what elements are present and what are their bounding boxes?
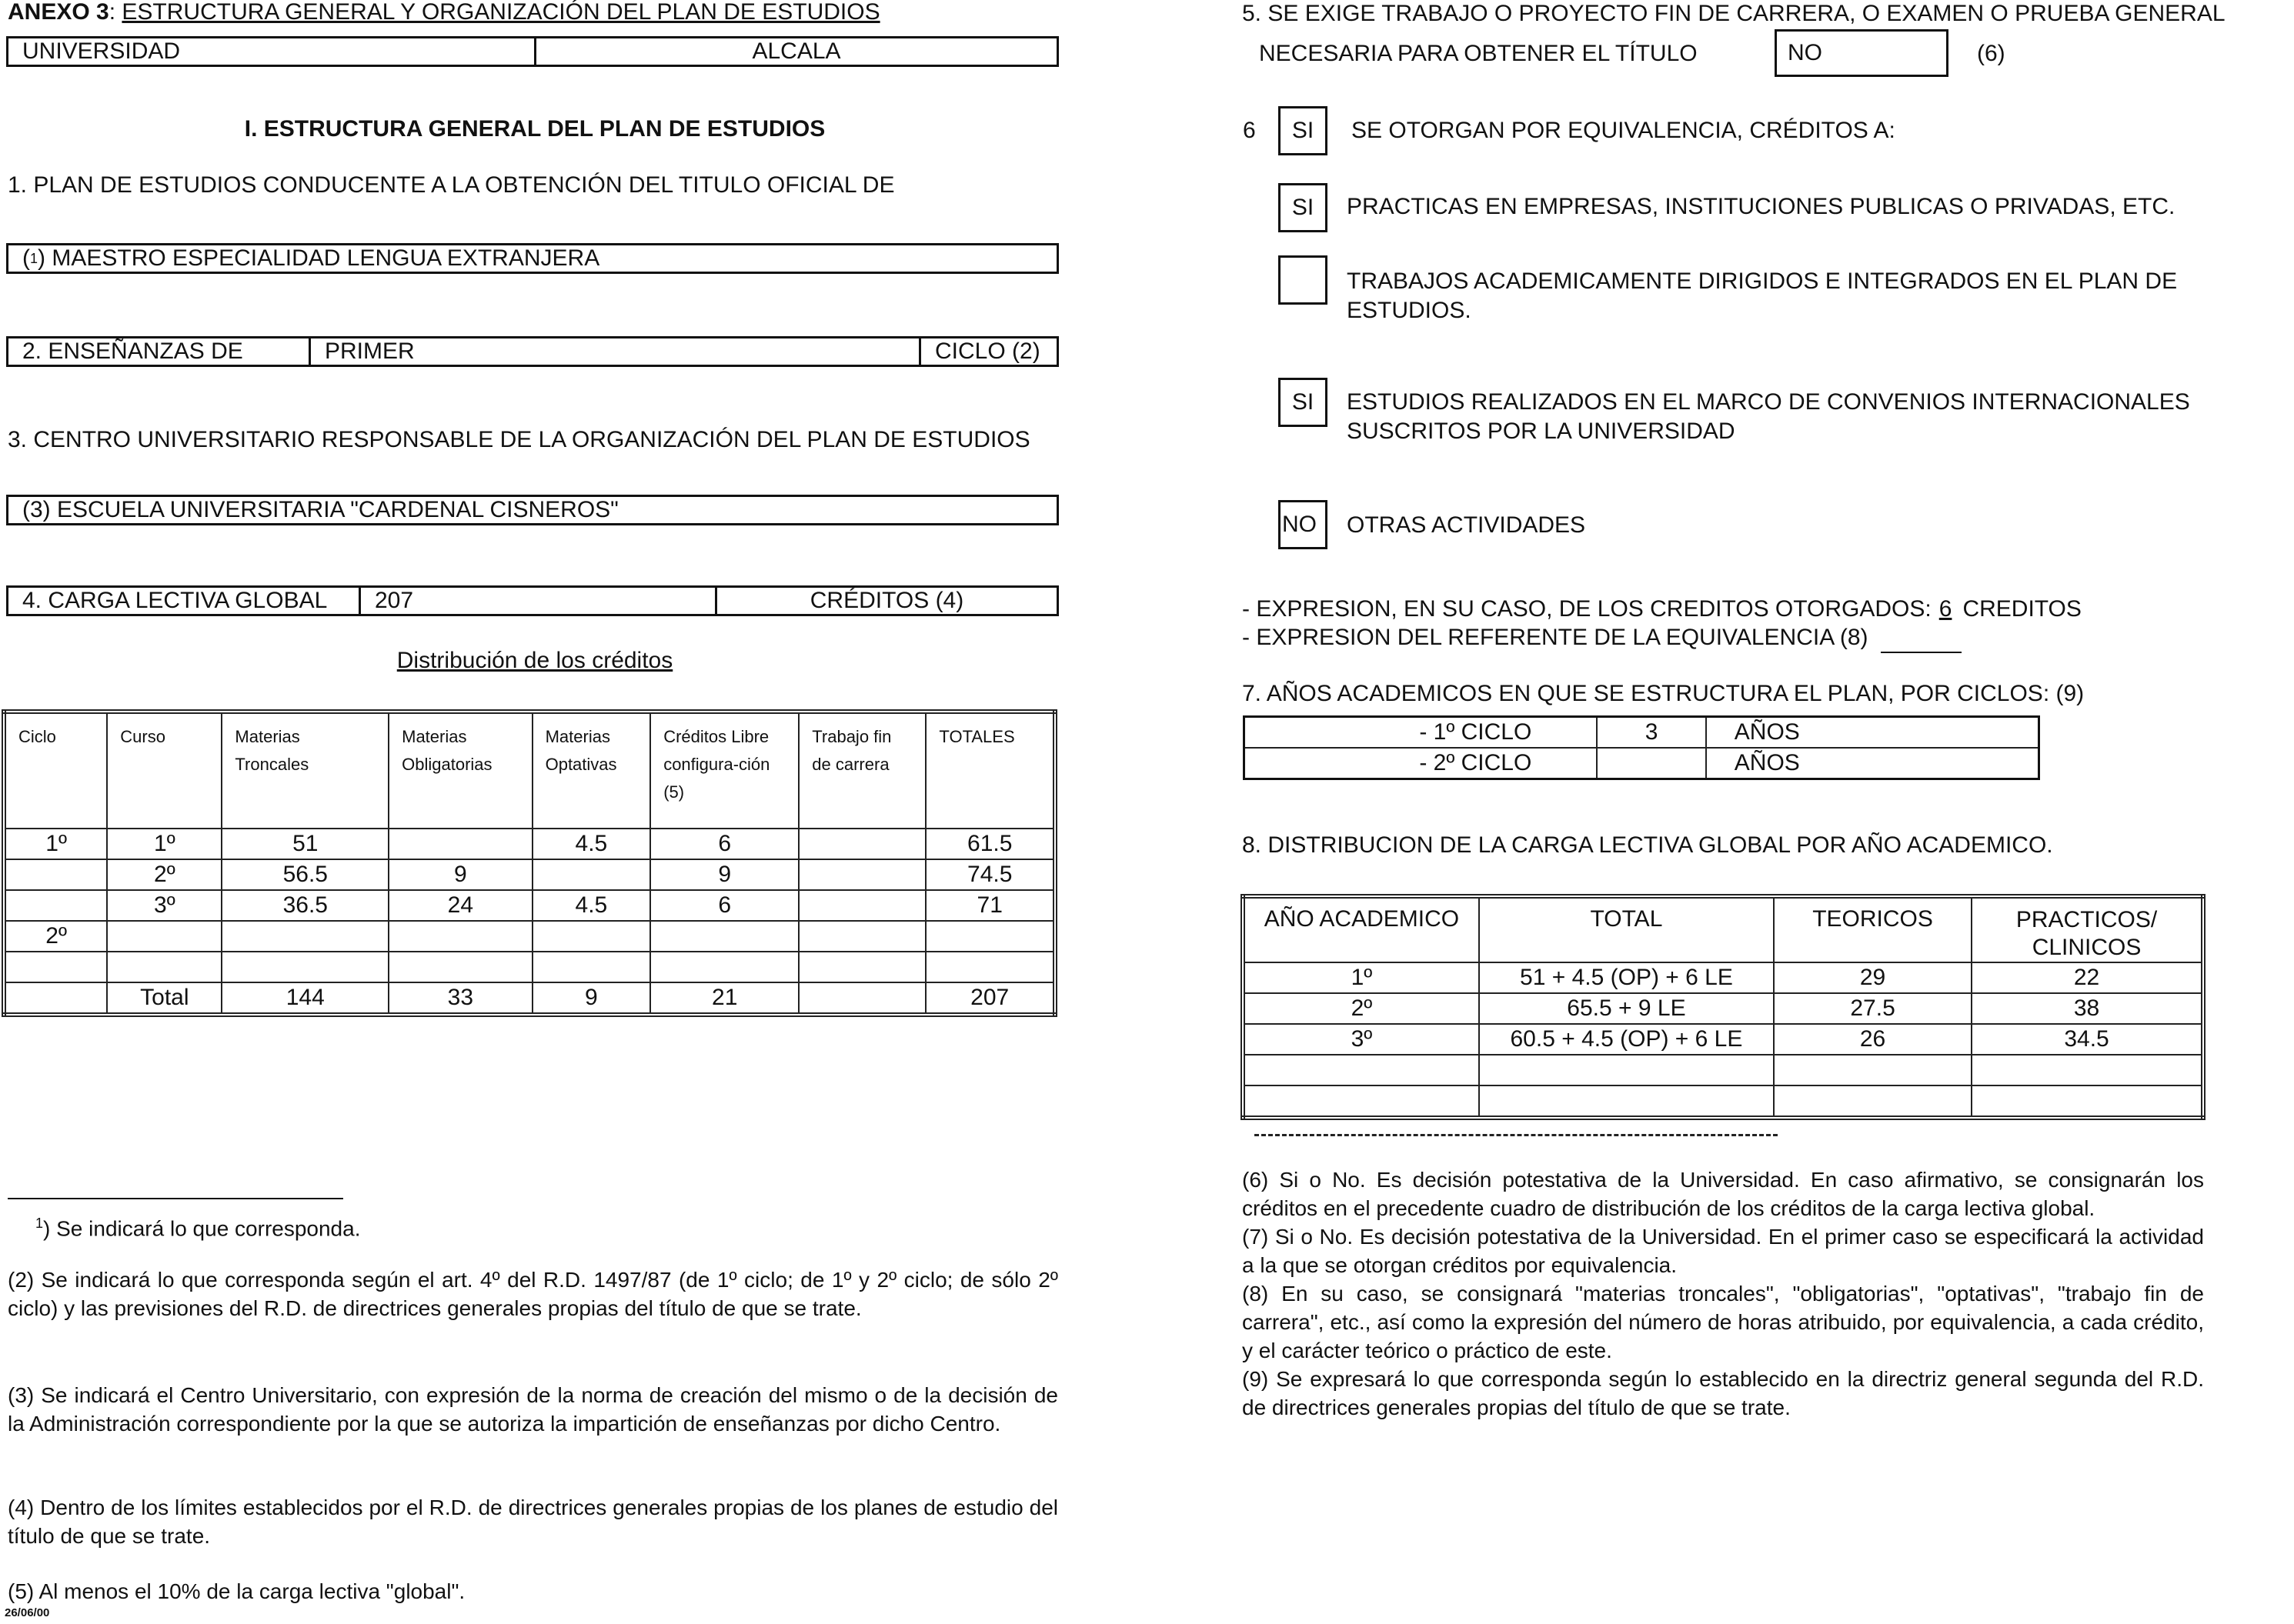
- table-cell: - 2º CICLO: [1244, 748, 1598, 779]
- university-box: [6, 36, 1059, 67]
- expression-reference: [1242, 624, 1962, 653]
- table-cell: [1774, 1085, 1972, 1118]
- table-cell: [650, 921, 799, 952]
- table-row: [1243, 962, 2203, 993]
- table-cell: 22: [1972, 962, 2203, 993]
- table-cell: 26: [1774, 1024, 1972, 1055]
- teaching-value: PRIMER: [325, 338, 415, 364]
- option-trabajos-text-2: ESTUDIOS.: [1347, 298, 1471, 323]
- expression-credits: [1242, 595, 2082, 623]
- table-row: [1243, 1055, 2203, 1085]
- item-5-line-1: 5. SE EXIGE TRABAJO O PROYECTO FIN DE CARRERA, O EXAMEN O PRUEBA GENERAL: [1242, 1, 2226, 26]
- credits-header-cell: Materias Obligatorias: [389, 712, 532, 829]
- table-cell: 36.5: [222, 890, 389, 921]
- table-cell: [799, 982, 926, 1015]
- table-cell: [1774, 1055, 1972, 1085]
- footnote-3: (3) Se indicará el Centro Universitario, con expresión de la norma de creación del mismo o de la decisión de la Administración correspondiente por la que se autoriza la impartición de enseñanzas por dicho Centro.: [8, 1383, 1058, 1436]
- table-cell: 65.5 + 9 LE: [1479, 993, 1774, 1024]
- table-cell: [389, 829, 532, 859]
- item-8-label: 8. DISTRIBUCION DE LA CARGA LECTIVA GLOBAL POR AÑO ACADEMICO.: [1242, 832, 2053, 858]
- item-6-number: 6: [1243, 118, 1256, 143]
- credits-table: [2, 709, 1057, 1017]
- load-box: [6, 585, 1059, 616]
- footnote-4: (4) Dentro de los límites establecidos por el R.D. de directrices generales propias de los planes de estudio del título de que se trate.: [8, 1496, 1058, 1548]
- table-cell: 51: [222, 829, 389, 859]
- item-3-label: 3. CENTRO UNIVERSITARIO RESPONSABLE DE LA ORGANIZACIÓN DEL PLAN DE ESTUDIOS: [8, 427, 1030, 452]
- credits-header-cell: Créditos Libre configura-ción (5): [650, 712, 799, 829]
- teaching-cycle: CICLO (2): [935, 338, 1040, 364]
- dashed-separator: [1254, 1134, 1778, 1136]
- distribution-title: Distribución de los créditos: [396, 648, 673, 673]
- table-cell: [799, 859, 926, 890]
- table-cell: 2º: [107, 859, 222, 890]
- expression-credits-unit: CREDITOS: [1962, 596, 2082, 622]
- credits-header-cell: TOTALES: [926, 712, 1055, 829]
- table-cell: [389, 921, 532, 952]
- item-5-answer-box: [1775, 29, 1948, 77]
- table-cell: [799, 952, 926, 982]
- table-cell: [4, 952, 107, 982]
- item-6-checkbox: SI: [1278, 106, 1327, 155]
- option-convenios-checkbox: SI: [1278, 378, 1327, 427]
- table-cell: 207: [926, 982, 1055, 1015]
- item-5-answer: NO: [1788, 40, 1822, 65]
- table-cell: 9: [650, 859, 799, 890]
- credits-header-cell: Trabajo fin de carrera: [799, 712, 926, 829]
- expression-credits-value: 6: [1938, 596, 1952, 622]
- table-cell: [4, 859, 107, 890]
- footnote-1: [35, 1209, 1059, 1242]
- table-cell: [799, 890, 926, 921]
- table-cell: 4.5: [533, 890, 651, 921]
- item-5-line-2: NECESARIA PARA OBTENER EL TÍTULO: [1259, 41, 1698, 66]
- table-row: [1244, 717, 2039, 749]
- table-cell: 3º: [1243, 1024, 1479, 1055]
- credits-header-cell: Curso: [107, 712, 222, 829]
- table-cell: [389, 952, 532, 982]
- option-practicas-text: PRACTICAS EN EMPRESAS, INSTITUCIONES PUBLICAS O PRIVADAS, ETC.: [1347, 194, 2175, 219]
- credits-header-cell: Materias Optativas: [533, 712, 651, 829]
- teaching-label: 2. ENSEÑANZAS DE: [22, 338, 243, 364]
- annex-colon: :: [109, 0, 116, 25]
- annex-label: ANEXO 3: [8, 0, 109, 25]
- table-cell: [1597, 748, 1705, 779]
- load-header-row: [1243, 896, 2203, 962]
- table-cell: 1º: [1243, 962, 1479, 993]
- item-7-label: 7. AÑOS ACADEMICOS EN QUE SE ESTRUCTURA EL PLAN, POR CICLOS: (9): [1242, 681, 2085, 706]
- table-cell: [107, 921, 222, 952]
- table-cell: 3: [1597, 717, 1705, 749]
- option-otras-text: OTRAS ACTIVIDADES: [1347, 512, 1586, 538]
- load-header-cell: AÑO ACADEMICO: [1243, 896, 1479, 962]
- table-cell: 1º: [107, 829, 222, 859]
- item-6-text: SE OTORGAN POR EQUIVALENCIA, CRÉDITOS A:: [1351, 118, 1895, 143]
- table-cell: 33: [389, 982, 532, 1015]
- expression-reference-label: - EXPRESION DEL REFERENTE DE LA EQUIVALENCIA (8): [1242, 625, 1868, 650]
- load-header-cell: PRACTICOS/ CLINICOS: [1972, 896, 2203, 962]
- table-cell: 24: [389, 890, 532, 921]
- table-cell: [1972, 1055, 2203, 1085]
- degree-title: [8, 245, 1057, 272]
- footnote-2: (2) Se indicará lo que corresponda según el art. 4º del R.D. 1497/87 (de 1º ciclo; de 1º y 2º ciclo; de sólo 2º ciclo) y las previsiones del R.D. de directrices generales propias del título de que se trate.: [8, 1268, 1058, 1320]
- table-row: [4, 829, 1055, 859]
- degree-note-sup: 1: [30, 250, 38, 266]
- option-convenios-text-1: ESTUDIOS REALIZADOS EN EL MARCO DE CONVENIOS INTERNACIONALES: [1347, 389, 2190, 415]
- option-trabajos-checkbox: [1278, 255, 1327, 305]
- table-cell: AÑOS: [1706, 748, 2039, 779]
- table-cell: 1º: [4, 829, 107, 859]
- table-cell: - 1º CICLO: [1244, 717, 1598, 749]
- section-title: I. ESTRUCTURA GENERAL DEL PLAN DE ESTUDIOS: [244, 116, 826, 142]
- years-table: [1243, 715, 2040, 780]
- table-row: [1243, 993, 2203, 1024]
- credits-header-cell: Ciclo: [4, 712, 107, 829]
- degree-note-close: ): [38, 245, 46, 271]
- table-cell: [533, 952, 651, 982]
- annex-heading: [8, 0, 880, 26]
- center-box: [6, 495, 1059, 525]
- table-cell: 4.5: [533, 829, 651, 859]
- table-cell: 34.5: [1972, 1024, 2203, 1055]
- table-row-total: [4, 982, 1055, 1015]
- option-convenios-text-2: SUSCRITOS POR LA UNIVERSIDAD: [1347, 419, 1735, 444]
- center-value: (3) ESCUELA UNIVERSITARIA "CARDENAL CISNEROS": [22, 497, 619, 522]
- table-cell: 51 + 4.5 (OP) + 6 LE: [1479, 962, 1774, 993]
- table-cell: 144: [222, 982, 389, 1015]
- table-cell: [222, 952, 389, 982]
- annex-title: ESTRUCTURA GENERAL Y ORGANIZACIÓN DEL PLAN DE ESTUDIOS: [122, 0, 880, 25]
- table-cell: 71: [926, 890, 1055, 921]
- option-trabajos-text-1: TRABAJOS ACADEMICAMENTE DIRIGIDOS E INTEGRADOS EN EL PLAN DE: [1347, 268, 2178, 294]
- table-cell: 56.5: [222, 859, 389, 890]
- table-cell: 61.5: [926, 829, 1055, 859]
- table-cell: [1479, 1085, 1774, 1118]
- table-cell: 38: [1972, 993, 2203, 1024]
- page-date: 26/06/00: [5, 1606, 50, 1619]
- table-row: [1243, 1024, 2203, 1055]
- table-row: [4, 952, 1055, 982]
- table-cell: 6: [650, 829, 799, 859]
- table-row: [1243, 1085, 2203, 1118]
- table-cell: [107, 952, 222, 982]
- table-cell: [926, 952, 1055, 982]
- table-cell: [1972, 1085, 2203, 1118]
- table-cell: [799, 921, 926, 952]
- load-header-cell: TOTAL: [1479, 896, 1774, 962]
- item-5-ref: (6): [1977, 41, 2005, 66]
- footnote-8: (8) En su caso, se consignará "materias troncales", "obligatorias", "optativas", "trabajo fin de carrera", etc., así como la expresión del número de horas atribuido, por equivalencia, a cada crédito, y el carácter teórico o práctico de este.: [1242, 1282, 2204, 1362]
- table-cell: [533, 859, 651, 890]
- university-label: UNIVERSIDAD: [22, 38, 181, 64]
- option-practicas-checkbox: SI: [1278, 183, 1327, 232]
- load-header-cell: TEORICOS: [1774, 896, 1972, 962]
- load-distribution-table: [1240, 894, 2206, 1120]
- table-cell: 2º: [1243, 993, 1479, 1024]
- teaching-box: [6, 336, 1059, 367]
- table-row: [4, 921, 1055, 952]
- expression-credits-label: - EXPRESION, EN SU CASO, DE LOS CREDITOS OTORGADOS:: [1242, 596, 1932, 622]
- load-unit: CRÉDITOS (4): [810, 588, 964, 613]
- footnote-1-text: ) Se indicará lo que corresponda.: [43, 1216, 361, 1241]
- table-row: [1244, 748, 2039, 779]
- degree-note-open: (: [22, 245, 30, 271]
- table-cell: 29: [1774, 962, 1972, 993]
- table-cell: 21: [650, 982, 799, 1015]
- table-cell: 9: [533, 982, 651, 1015]
- table-cell: 9: [389, 859, 532, 890]
- degree-title-value: MAESTRO ESPECIALIDAD LENGUA EXTRANJERA: [52, 245, 600, 271]
- table-cell: 60.5 + 4.5 (OP) + 6 LE: [1479, 1024, 1774, 1055]
- option-otras-checkbox: NO: [1278, 500, 1327, 549]
- table-cell: 74.5: [926, 859, 1055, 890]
- table-cell: 2º: [4, 921, 107, 952]
- footnote-6: (6) Si o No. Es decisión potestativa de la Universidad. En caso afirmativo, se consignarán los créditos en el precedente cuadro de distribución de los créditos de la carga lectiva global.: [1242, 1168, 2204, 1220]
- credits-header-cell: Materias Troncales: [222, 712, 389, 829]
- table-cell: 6: [650, 890, 799, 921]
- load-label: 4. CARGA LECTIVA GLOBAL: [22, 588, 328, 613]
- table-cell: Total: [107, 982, 222, 1015]
- table-cell: [799, 829, 926, 859]
- degree-title-box: [6, 243, 1059, 274]
- table-cell: [4, 982, 107, 1015]
- footnote-rule: [8, 1198, 343, 1199]
- footnote-9: (9) Se expresará lo que corresponda según lo establecido en la directriz general segunda del R.D. de directrices generales propias del título de que se trate.: [1242, 1367, 2204, 1419]
- table-cell: [222, 921, 389, 952]
- table-cell: [1479, 1055, 1774, 1085]
- table-cell: [1243, 1085, 1479, 1118]
- expression-reference-blank: [1881, 624, 1962, 653]
- footnote-5: (5) Al menos el 10% de la carga lectiva "global".: [8, 1579, 466, 1603]
- table-cell: 3º: [107, 890, 222, 921]
- footnote-1-sup: 1: [35, 1215, 44, 1231]
- table-cell: [926, 921, 1055, 952]
- table-row: [4, 859, 1055, 890]
- footnote-7: (7) Si o No. Es decisión potestativa de la Universidad. En el primer caso se especificará la actividad a la que se otorgan créditos por equivalencia.: [1242, 1225, 2204, 1277]
- table-cell: [1243, 1055, 1479, 1085]
- load-value: 207: [375, 588, 414, 613]
- item-1-label: 1. PLAN DE ESTUDIOS CONDUCENTE A LA OBTENCIÓN DEL TITULO OFICIAL DE: [8, 172, 895, 198]
- table-cell: 27.5: [1774, 993, 1972, 1024]
- credits-header-row: [4, 712, 1055, 829]
- table-cell: [4, 890, 107, 921]
- university-value: ALCALA: [752, 38, 841, 64]
- table-cell: [650, 952, 799, 982]
- table-cell: [533, 921, 651, 952]
- table-cell: AÑOS: [1706, 717, 2039, 749]
- table-row: [4, 890, 1055, 921]
